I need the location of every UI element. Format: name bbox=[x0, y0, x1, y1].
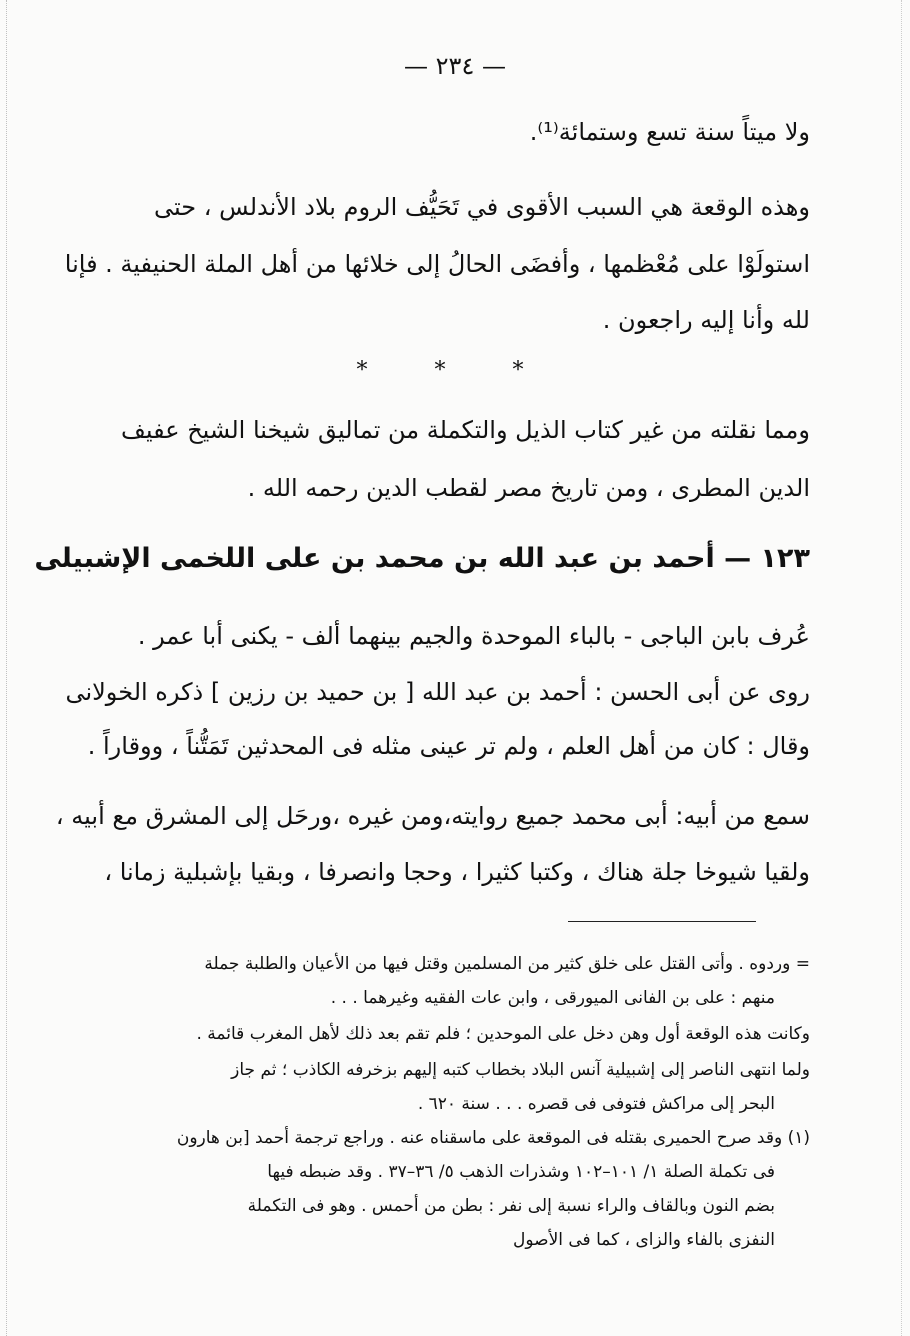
footnote-line: = وردوه . وأتى القتل على خلق كثير من المسلمين وقتل فيها من الأعيان والطلبة جملة bbox=[204, 954, 810, 974]
footnote-line: البحر إلى مراكش فتوفى فى قصره . . . سنة ٦٢٠ . bbox=[417, 1094, 775, 1114]
footnote-line: النفزى بالفاء والزاى ، كما فى الأصول bbox=[513, 1230, 775, 1250]
body-line: لله وأنا إليه راجعون . bbox=[602, 306, 810, 334]
body-line: ولقيا شيوخا جلة هناك ، وكتبا كثيرا ، وحجا وانصرفا ، وبقيا بإشبلية زمانا ، bbox=[104, 858, 810, 886]
body-line: ولا ميتاً سنة تسع وستمائة⁽¹⁾. bbox=[529, 118, 810, 146]
scan-edge-left bbox=[6, 0, 9, 1336]
footnote-line: بضم النون وبالقاف والراء نسبة إلى نفر : بطن من أحمس . وهو فى التكملة bbox=[247, 1196, 775, 1216]
body-line: وهذه الوقعة هي السبب الأقوى في تَحَيُّف الروم بلاد الأندلس ، حتى bbox=[154, 193, 810, 221]
footnote-line: (١) وقد صرح الحميرى بقتله فى الموقعة على ماسقناه عنه . وراجع ترجمة أحمد [بن هارون bbox=[176, 1128, 810, 1148]
body-line: روى عن أبى الحسن : أحمد بن عبد الله [ بن حميد بن رزين ] ذكره الخولانى bbox=[65, 678, 810, 706]
footnote-rule bbox=[568, 921, 756, 922]
footnote-line: منهم : على بن الفانى الميورقى ، وابن عات الفقيه وغيرهما . . . bbox=[330, 988, 775, 1008]
body-line: ومما نقلته من غير كتاب الذيل والتكملة من تماليق شيخنا الشيخ عفيف bbox=[121, 416, 810, 444]
body-line: عُرف بابن الباجى - بالباء الموحدة والجيم بينهما ألف - يكنى أبا عمر . bbox=[137, 622, 810, 650]
body-line: الدين المطرى ، ومن تاريخ مصر لقطب الدين رحمه الله . bbox=[247, 474, 810, 502]
body-line: سمع من أبيه: أبى محمد جميع روايته،ومن غيره ،ورحَل إلى المشرق مع أبيه ، bbox=[55, 802, 810, 830]
footnote-line: فى تكملة الصلة ١/ ١٠١–١٠٢ وشذرات الذهب ٥/ ٣٦–٣٧ . وقد ضبطه فيها bbox=[267, 1162, 775, 1182]
footnote-line: وكانت هذه الوقعة أول وهن دخل على الموحدين ؛ فلم تقم بعد ذلك لأهل المغرب قائمة . bbox=[196, 1024, 810, 1044]
page-number: — ٢٣٤ — bbox=[404, 52, 506, 80]
footnote-line: ولما انتهى الناصر إلى إشبيلية آنس البلاد بخطاب كتبه إليهم بزخرفه الكاذب ؛ ثم جاز bbox=[231, 1060, 810, 1080]
scan-edge-right bbox=[899, 0, 902, 1336]
body-line: وقال : كان من أهل العلم ، ولم تر عينى مثله فى المحدثين تَمَتُّناً ، ووقاراً . bbox=[87, 732, 810, 760]
entry-heading: ١٢٣ — أحمد بن عبد الله بن محمد بن على اللخمى الإشبيلى bbox=[34, 543, 810, 574]
body-line: استولَوْا على مُعْظمها ، وأفضَى الحالُ إلى خلائها من أهل الملة الحنيفية . فإنا bbox=[64, 250, 810, 278]
section-separator: * * * bbox=[356, 358, 554, 383]
